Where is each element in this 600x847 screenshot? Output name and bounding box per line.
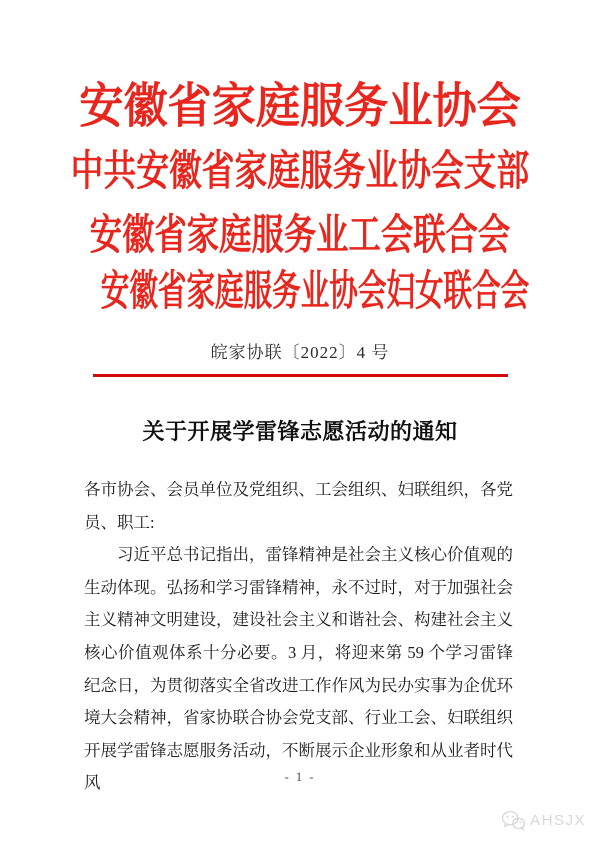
body-paragraph: 习近平总书记指出，雷锋精神是社会主义核心价值观的生动体现。弘扬和学习雷锋精神，永不过时，对于加强社会主义精神文明建设，建设社会主义和谐社会、构建社会主义核心价值观体系十分必要。3 月，将迎来第 59 个学习雷锋纪念日，为贯彻落实全省改进工作作风为民办实事为企优环境大会精神，省家协联合协会党支部、行业工会、妇联组织开展学雷锋志愿服务活动，不断展示企业形象和从业者时代风 (84, 545, 513, 793)
org-name-line-3 (0, 215, 600, 257)
page-number: - 1 - (284, 770, 316, 784)
red-divider-line (93, 374, 508, 377)
salutation-paragraph: 各市协会、会员单位及党组织、工会组织、妇联组织，各党员、职工: (84, 480, 513, 532)
org-name-line-2-text: 中共安徽省家庭服务业协会支部 (70, 149, 530, 195)
org-name-line-2 (0, 151, 600, 193)
org-name-line-3-text: 安徽省家庭服务业工会联合会 (89, 213, 511, 259)
document-body (84, 474, 513, 800)
org-name-line-1 (0, 80, 600, 133)
document-title: 关于开展学雷锋志愿活动的通知 (142, 419, 458, 444)
org-name-line-1-text: 安徽省家庭服务业协会 (79, 80, 521, 133)
org-name-line-4-text: 安徽省家庭服务业协会妇女联合会 (100, 269, 530, 315)
watermark-text: AHSJX (530, 812, 586, 829)
document-number: 皖家协联〔2022〕4 号 (210, 343, 390, 362)
org-name-line-4 (0, 271, 600, 313)
wechat-icon (501, 810, 526, 831)
watermark (501, 810, 586, 831)
